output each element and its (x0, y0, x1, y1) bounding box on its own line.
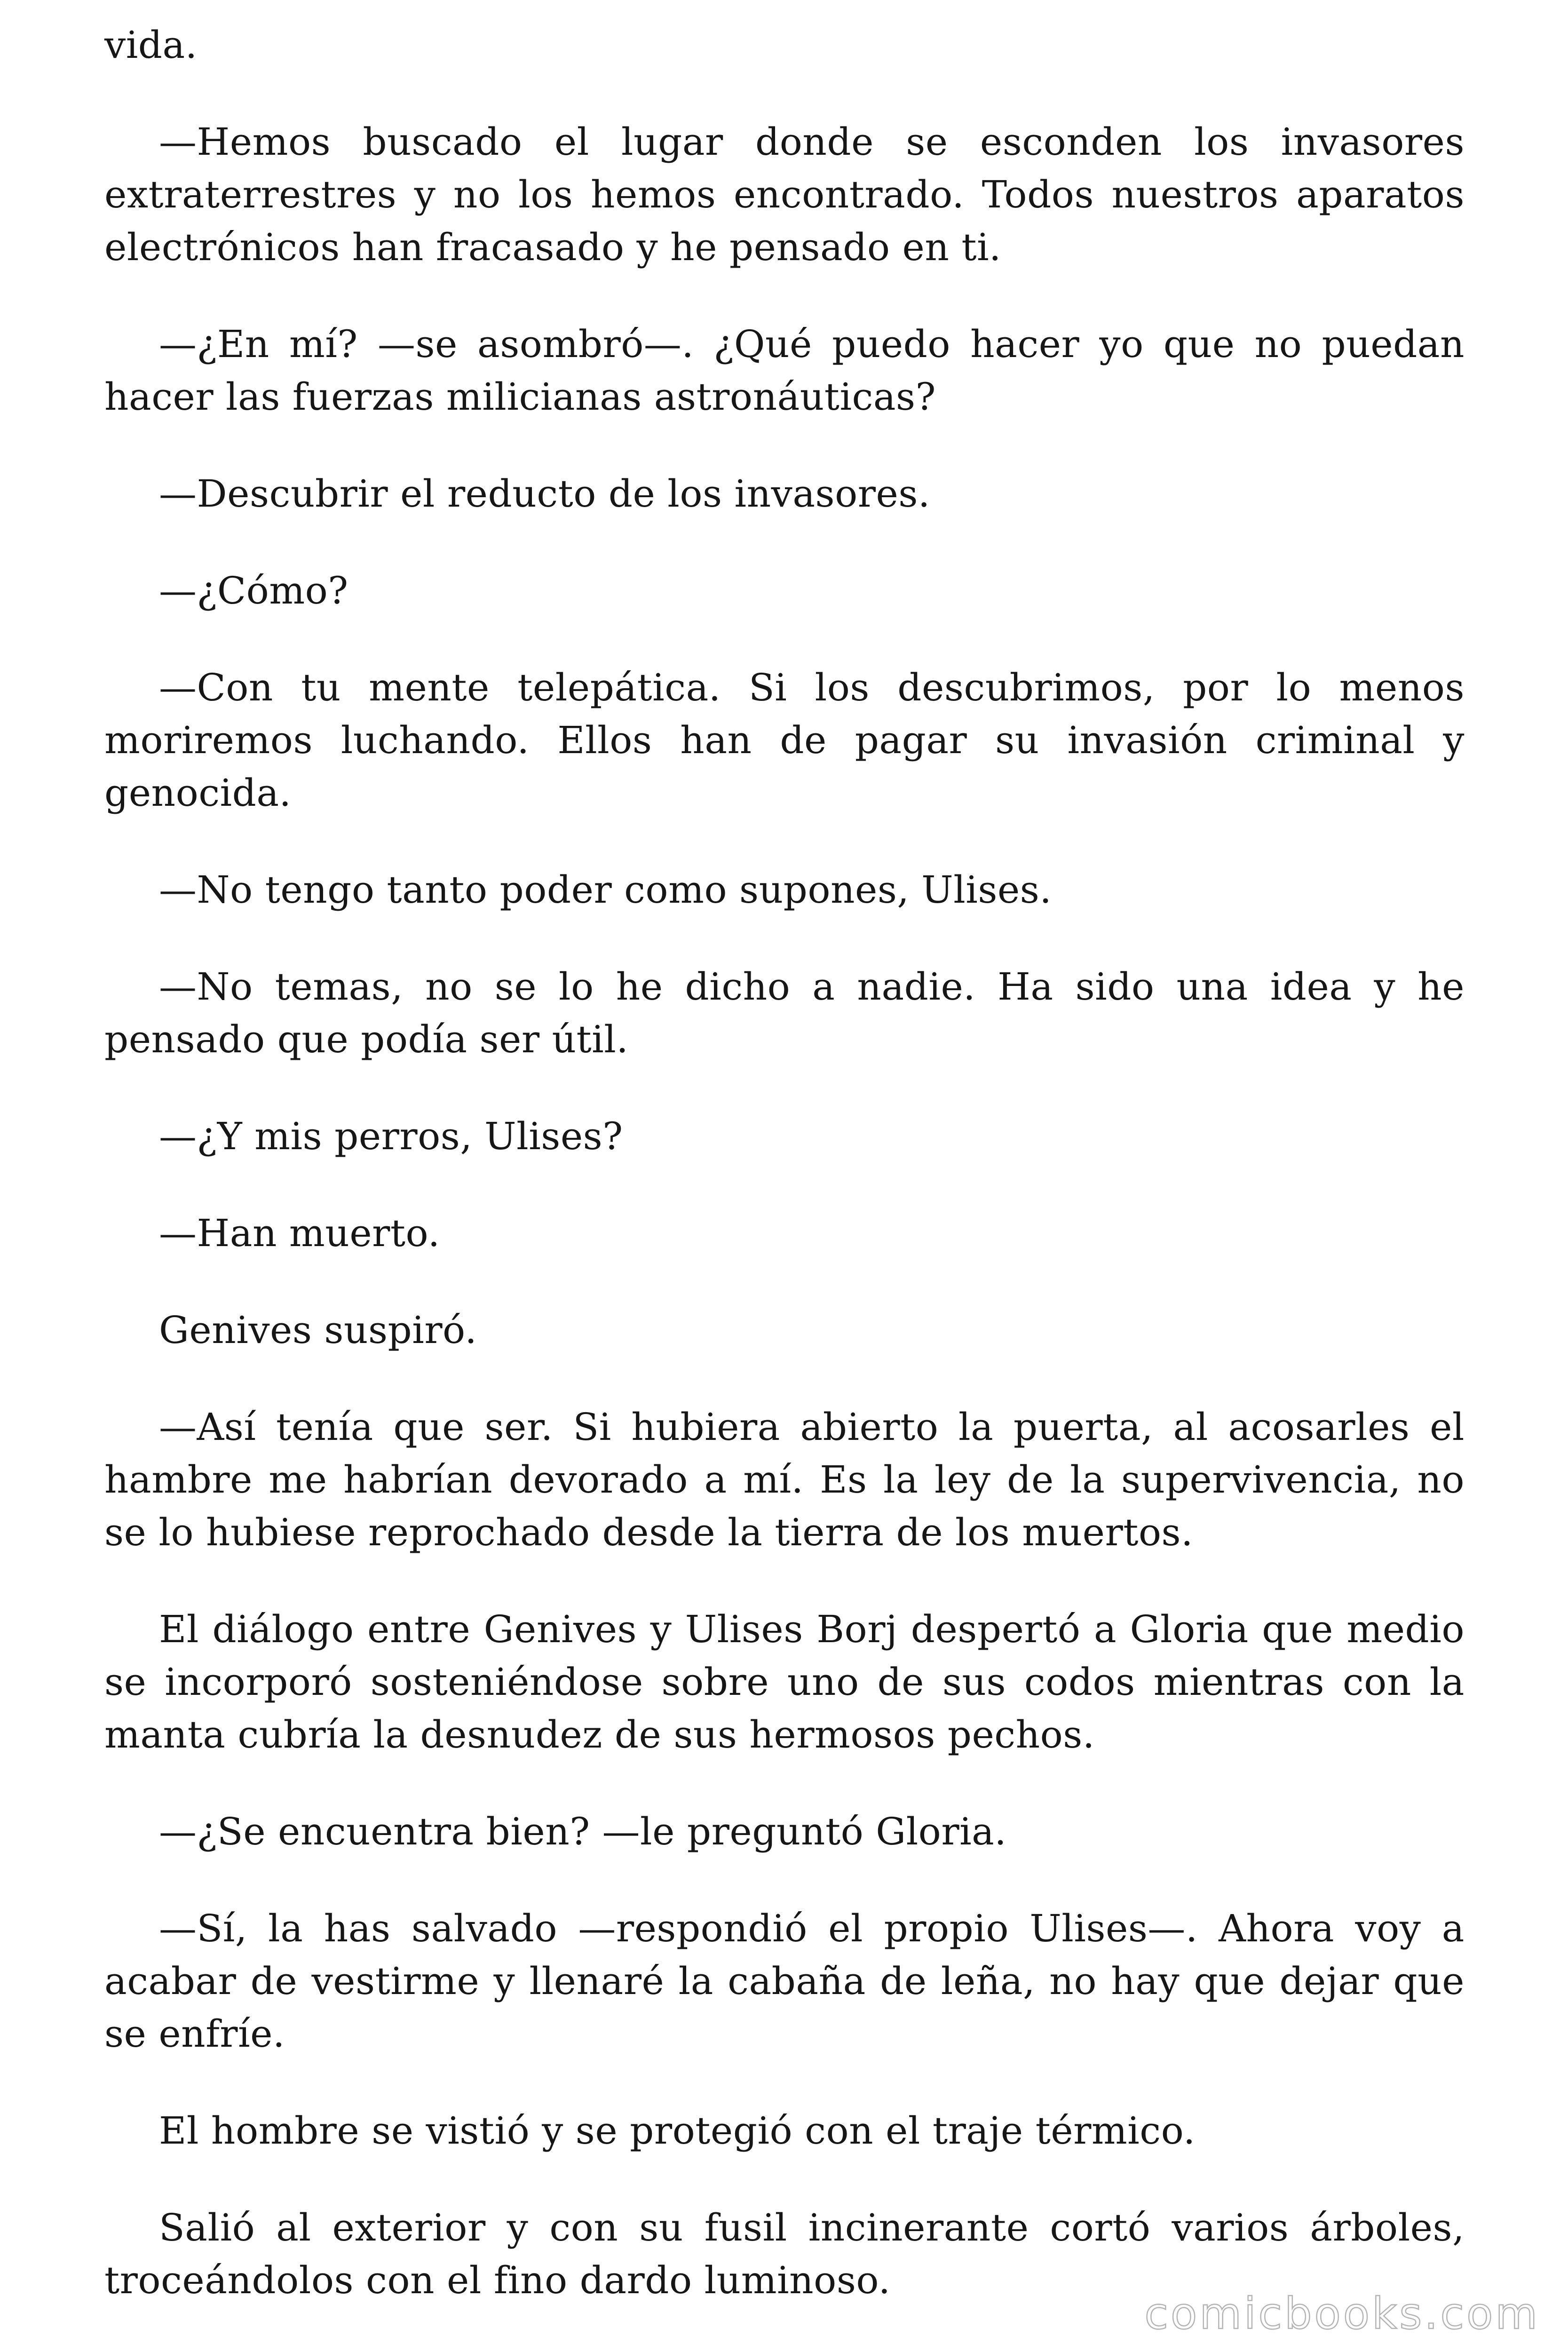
paragraph: —Descubrir el reducto de los invasores. (159, 472, 930, 516)
paragraph: —Han muerto. (159, 1211, 440, 1255)
paragraph: —¿Se encuentra bien? —le preguntó Gloria. (159, 1810, 1007, 1853)
paragraph: —Sí, la has salvado —respondió el propio Ulises—. Ahora voy a acabar de vestirme y llenaré la cabaña de leña, no hay que dejar que se enfríe. (104, 1907, 1465, 2056)
paragraph: Genives suspiró. (159, 1308, 477, 1352)
paragraph: Salió al exterior y con su fusil incinerante cortó varios árboles, troceándolos con el fino dardo luminoso. (104, 2206, 1465, 2302)
paragraph: vida. (104, 23, 198, 67)
paragraph: —¿En mí? —se asombró—. ¿Qué puedo hacer yo que no puedan hacer las fuerzas milicianas astronáuticas? (104, 322, 1465, 419)
paragraph: —Así tenía que ser. Si hubiera abierto la puerta, al acosarles el hambre me habrían devorado a mí. Es la ley de la supervivencia, no se lo hubiese reprochado desde la tierra de los muertos. (104, 1405, 1465, 1554)
paragraph: El diálogo entre Genives y Ulises Borj despertó a Gloria que medio se incorporó sosteniéndose sobre uno de sus codos mientras con la manta cubría la desnudez de sus hermosos pechos. (104, 1607, 1465, 1756)
paragraph: —¿Y mis perros, Ulises? (159, 1114, 623, 1158)
page-text-body (104, 19, 1465, 2351)
paragraph: —No tengo tanto poder como supones, Ulises. (159, 868, 1052, 912)
paragraph: —Con tu mente telepática. Si los descubrimos, por lo menos moriremos luchando. Ellos han de pagar su invasión criminal y genocida. (104, 666, 1465, 815)
paragraph: El hombre se vistió y se protegió con el traje térmico. (159, 2109, 1196, 2153)
watermark: comicbooks.com (1144, 2288, 1540, 2339)
paragraph: —Hemos buscado el lugar donde se esconden los invasores extraterrestres y no los hemos encontrado. Todos nuestros aparatos electrónicos han fracasado y he pensado en ti. (104, 120, 1465, 269)
paragraph: —¿Cómo? (159, 569, 348, 612)
paragraph: —No temas, no se lo he dicho a nadie. Ha sido una idea y he pensado que podía ser útil. (104, 965, 1465, 1061)
